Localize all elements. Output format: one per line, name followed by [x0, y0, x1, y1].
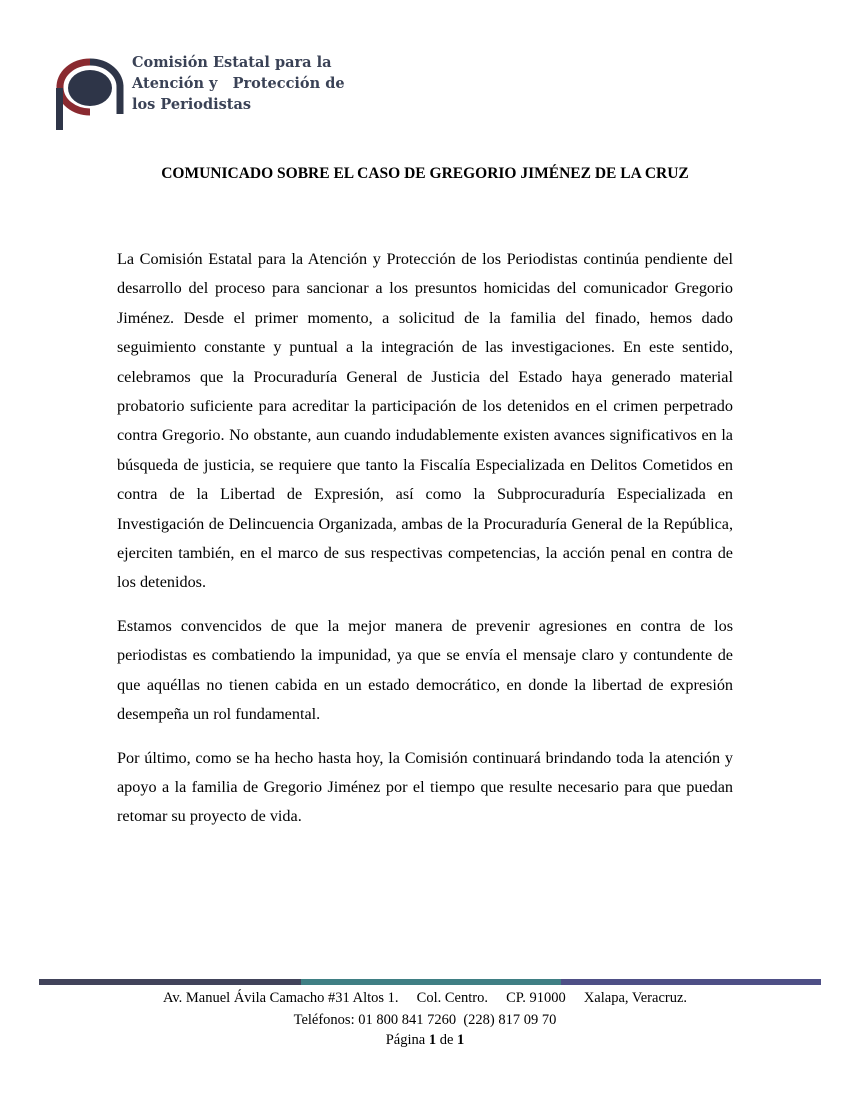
footer-phones: Teléfonos: 01 800 841 7260 (228) 817 09 70 [293, 1012, 557, 1028]
org-line: Atención y Protección de [132, 75, 345, 92]
paragraph: La Comisión Estatal para la Atención y Protección de los Periodistas continúa pendiente del desarrollo del proceso para sancionar a los presuntos homicidas del comunicador Gregorio Jiménez. Desde el primer momento, a solicitud de la familia del finado, hemos dado seguimiento constante y puntual a la integración de las investigaciones. En este sentido, celebramos que la Procuraduría General de Justicia del Estado haya generado material probatorio suficiente para acreditar la participación de los detenidos en el crimen perpetrado contra Gregorio. No obstante, aun cuando indudablemente existen avances significativos en la búsqueda de justicia, se requiere que tanto la Fiscalía Especializada en Delitos Cometidos en contra de la Libertad de Expresión, así como la Subprocuraduría Especializada en Investigación de Delincuencia Organizada, ambas de la Procuraduría General de la República, ejerciten también, en el marco de sus respectivas competencias, la acción penal en contra de los detenidos. [117, 250, 733, 592]
page-total: 1 [457, 1032, 465, 1048]
footer-bar-segment [561, 979, 821, 985]
organization-name [132, 52, 345, 115]
paragraph: Estamos convencidos de que la mejor manera de prevenir agresiones en contra de los periodistas es combatiendo la impunidad, ya que se envía el mensaje claro y contundente de que aquéllas no tienen cabida en un estado democrático, en donde la libertad de expresión desempeña un rol fundamental. [117, 616, 733, 724]
page-number [0, 1032, 850, 1049]
footer-address: Av. Manuel Ávila Camacho #31 Altos 1. Col. Centro. CP. 91000 Xalapa, Veracruz. [162, 990, 688, 1006]
paragraph: Por último, como se ha hecho hasta hoy, la Comisión continuará brindando toda la atención y apoyo a la familia de Gregorio Jiménez por el tiempo que resulte necesario para que puedan retomar su proyecto de vida. [117, 748, 733, 826]
document-title: COMUNICADO SOBRE EL CASO DE GREGORIO JIMÉNEZ DE LA CRUZ [161, 165, 689, 182]
footer-bar-segment [39, 979, 301, 985]
commission-logo [54, 58, 124, 130]
footer-bar-segment [301, 979, 561, 985]
page-of: de [436, 1032, 458, 1048]
document-body [117, 245, 733, 846]
org-line: los Periodistas [132, 96, 252, 113]
page-label: Página [385, 1032, 429, 1048]
page-current: 1 [428, 1032, 437, 1048]
org-line: Comisión Estatal para la [132, 54, 332, 71]
